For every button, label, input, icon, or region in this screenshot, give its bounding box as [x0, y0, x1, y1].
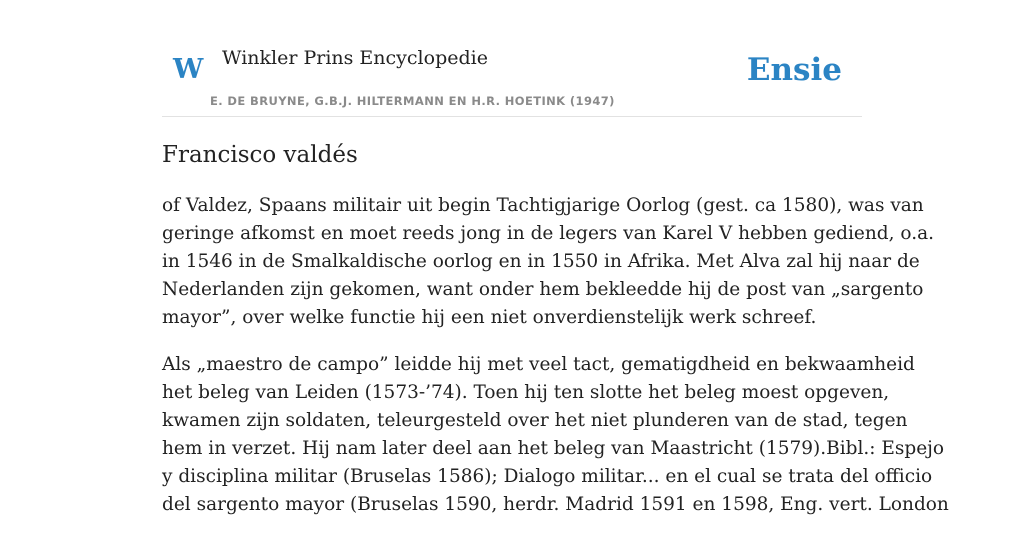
site-header	[162, 0, 862, 117]
paragraph-line: kwamen zijn soldaten, teleurgesteld over het niet plunderen van de stad, tegen	[162, 410, 908, 431]
paragraph-line: y disciplina militar (Bruselas 1586); Dialogo militar... en el cual se trata del officio	[162, 466, 933, 487]
paragraph-line: del sargento mayor (Bruselas 1590, herdr. Madrid 1591 en 1598, Eng. vert. London	[162, 494, 949, 515]
article-body	[162, 192, 949, 538]
paragraph-line: mayor”, over welke functie hij een niet onverdienstelijk werk schreef.	[162, 307, 817, 328]
article-paragraph	[162, 351, 949, 519]
paragraph-line: hem in verzet. Hij nam later deel aan het beleg van Maastricht (1579).Bibl.: Espejo	[162, 438, 945, 459]
paragraph-line: in 1546 in de Smalkaldische oorlog en in 1550 in Afrika. Met Alva zal hij naar de	[162, 251, 920, 272]
article-paragraph	[162, 192, 934, 332]
brand-logo[interactable]: Ensie	[746, 52, 842, 88]
page	[162, 0, 949, 515]
paragraph-line: het beleg van Leiden (1573-’74). Toen hij ten slotte het beleg moest opgeven,	[162, 382, 890, 403]
paragraph-line: geringe afkomst en moet reeds jong in de legers van Karel V hebben gediend, o.a.	[162, 223, 934, 244]
paragraph-line: Als „maestro de campo” leidde hij met veel tact, gematigdheid en bekwaamheid	[162, 354, 915, 375]
publication-title[interactable]: Winkler Prins Encyclopedie	[222, 47, 488, 69]
publication-logo[interactable]: W	[173, 54, 204, 85]
publication-authors: E. DE BRUYNE, G.B.J. HILTERMANN EN H.R. HOETINK (1947)	[210, 94, 615, 108]
article-title: Francisco valdés	[162, 142, 358, 168]
paragraph-line: of Valdez, Spaans militair uit begin Tachtigjarige Oorlog (gest. ca 1580), was van	[162, 195, 924, 216]
paragraph-line: Nederlanden zijn gekomen, want onder hem bekleedde hij de post van „sargento	[162, 279, 924, 300]
